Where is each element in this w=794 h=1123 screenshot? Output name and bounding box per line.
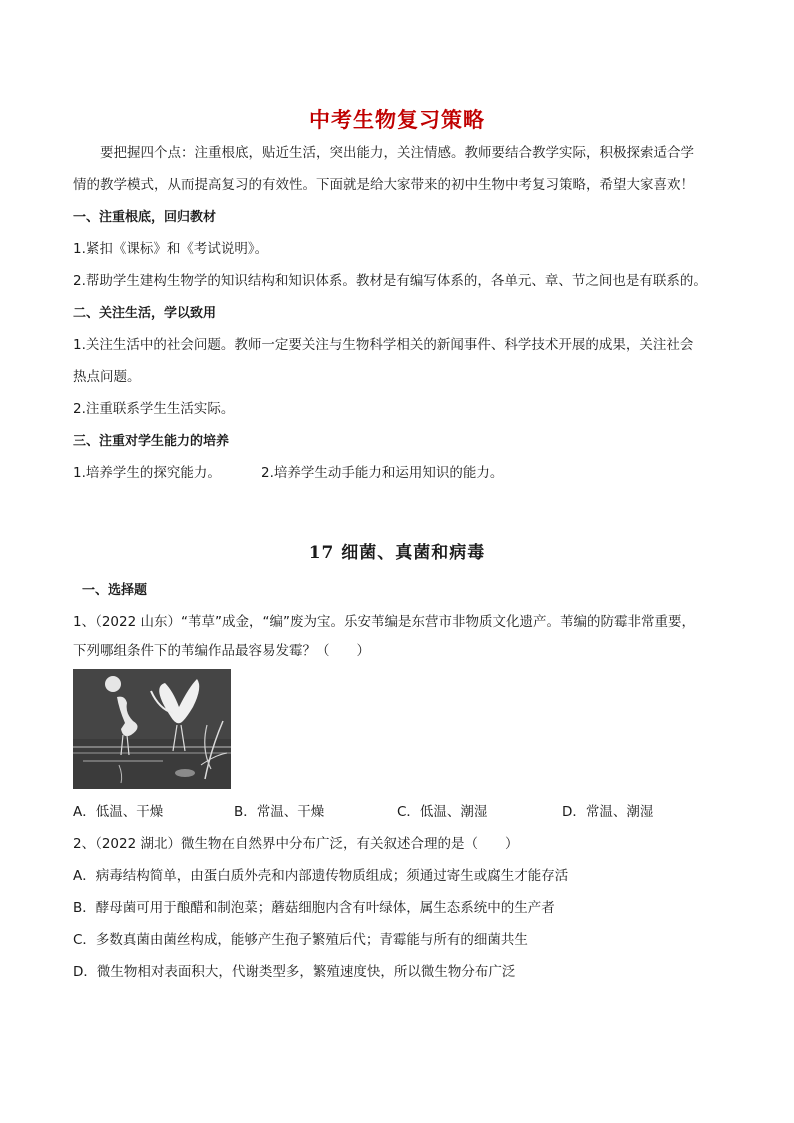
section-2-heading: 二、关注生活，学以致用 [73,306,217,321]
section-1-item-2: 2.帮助学生建构生物学的知识结构和知识体系。教材是有编写体系的，各单元、章、节之间也是有联系的。 [73,273,707,289]
question-1-options [73,802,713,823]
question-2-option-d[interactable]: D．微生物相对表面积大，代谢类型多，繁殖速度快，所以微生物分布广泛 [73,964,516,980]
exercise-title: 17 细菌、真菌和病毒 [308,543,486,563]
section-3-heading: 三、注重对学生能力的培养 [73,434,230,449]
intro-line-2: 情的教学模式，从而提高复习的有效性。下面就是给大家带来的初中生物中考复习策略，希望大家喜欢！ [73,177,694,193]
question-2-stem: 2、（2022 湖北）微生物在自然界中分布广泛，有关叙述合理的是（ ） [73,836,519,852]
section-3-item-2: 2.培养学生动手能力和运用知识的能力。 [261,465,504,481]
exercise-section-heading: 一、选择题 [82,583,148,598]
crane-reed-weaving-image [73,669,231,789]
question-1-stem-line-2: 下列哪组条件下的苇编作品最容易发霉？（ ） [73,643,370,659]
section-1-item-1: 1.紧扣《课标》和《考试说明》。 [73,241,269,257]
section-2-item-1-cont: 热点问题。 [73,369,141,385]
question-2-option-a[interactable]: A．病毒结构简单，由蛋白质外壳和内部遗传物质组成；须通过寄生或腐生才能存活 [73,868,569,884]
question-1-option-c[interactable]: C．低温、潮湿 [397,804,488,820]
section-2-item-1: 1.关注生活中的社会问题。教师一定要关注与生物科学相关的新闻事件、科学技术开展的成果，关注社会 [73,337,694,353]
question-2-option-c[interactable]: C．多数真菌由菌丝构成，能够产生孢子繁殖后代；青霉能与所有的细菌共生 [73,932,528,948]
question-1-option-a[interactable]: A．低温、干燥 [73,804,164,820]
intro-line-1: 要把握四个点：注重根底，贴近生活，突出能力，关注情感。教师要结合教学实际，积极探索适合学 [100,145,694,161]
article-title: 中考生物复习策略 [309,108,485,132]
question-1-stem-line-1: 1、（2022 山东）“苇草”成金，“编”废为宝。乐安苇编是东营市非物质文化遗产。苇编的防霉非常重要， [73,614,695,630]
section-3-item-1: 1.培养学生的探究能力。 [73,465,221,481]
section-2-item-2: 2.注重联系学生生活实际。 [73,401,235,417]
section-1-heading: 一、注重根底，回归教材 [73,210,217,225]
question-1-option-b[interactable]: B．常温、干燥 [234,804,325,820]
question-1-option-d[interactable]: D．常温、潮湿 [562,804,654,820]
question-2-option-b[interactable]: B．酵母菌可用于酿醋和制泡菜；蘑菇细胞内含有叶绿体，属生态系统中的生产者 [73,900,555,916]
